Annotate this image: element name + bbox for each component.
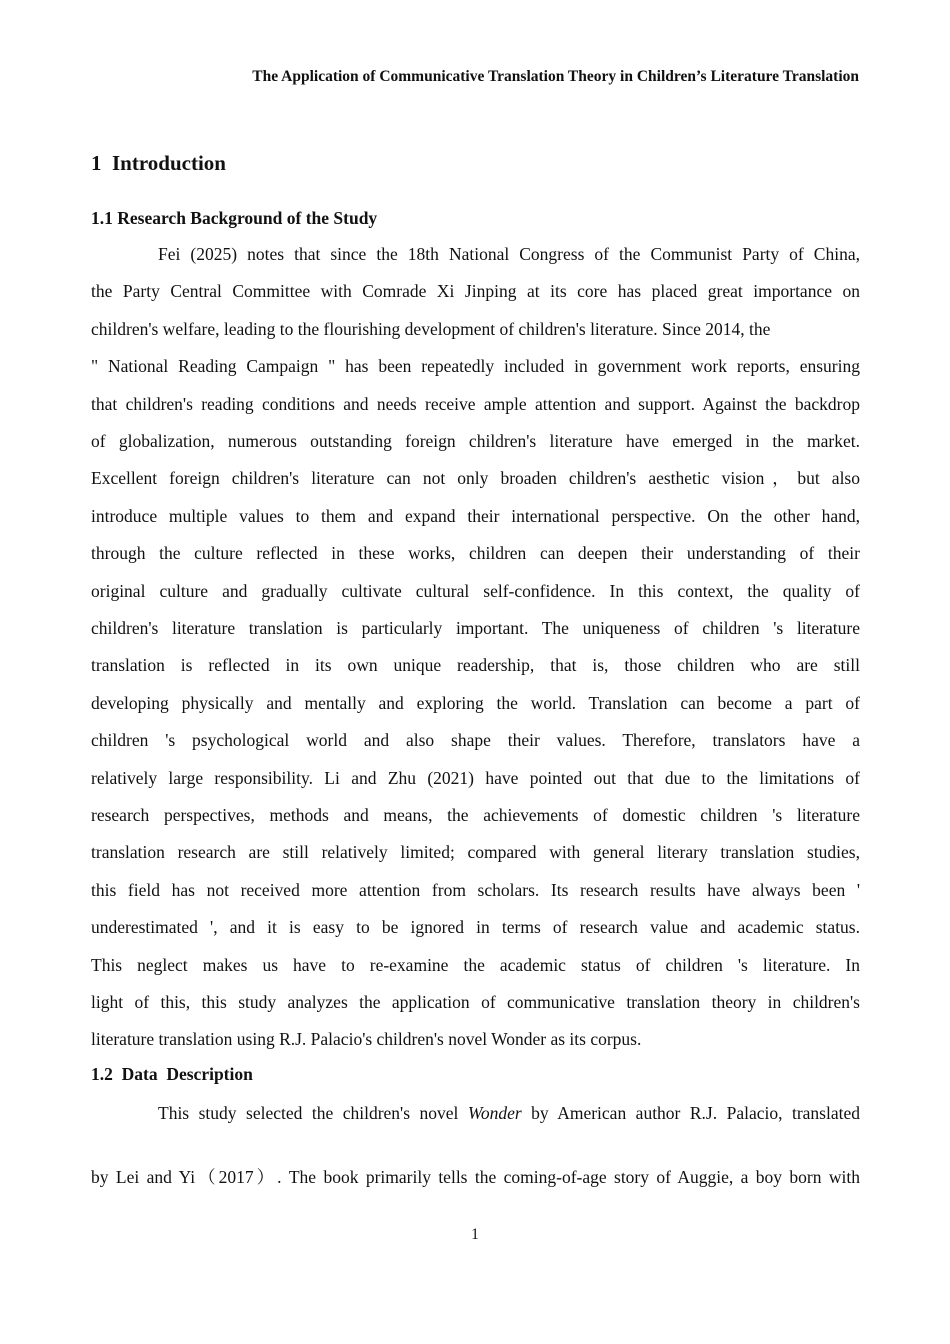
paragraph-line: original culture and gradually cultivate cultural self-confidence. In this context, the quality of	[91, 580, 860, 601]
paragraph-text: This study selected the children's novel	[158, 1103, 468, 1123]
paragraph-line: This neglect makes us have to re-examine the academic status of children 's literature. In	[91, 954, 860, 975]
paragraph-line: through the culture reflected in these works, children can deepen their understanding of their	[91, 543, 860, 564]
paragraph-line	[158, 1100, 860, 1126]
paragraph-line: translation research are still relatively limited; compared with general literary translation studies,	[91, 842, 860, 863]
book-title-italic: Wonder	[467, 1103, 522, 1123]
paragraph-line: children's literature translation is particularly important. The uniqueness of children 's literature	[91, 618, 860, 638]
paragraph-text: by American author R.J. Palacio, translated	[521, 1103, 860, 1123]
page-number: 1	[471, 1226, 479, 1243]
chapter-title: 1 Introduction	[91, 151, 226, 175]
paragraph-line: light of this, this study analyzes the application of communicative translation theory in children's	[91, 992, 860, 1012]
paragraph-line: research perspectives, methods and means, the achievements of domestic children 's literature	[91, 805, 860, 825]
paragraph-line: Fei (2025) notes that since the 18th National Congress of the Communist Party of China,	[158, 244, 860, 264]
paragraph-line: literature translation using R.J. Palacio's children's novel Wonder as its corpus.	[91, 1029, 642, 1050]
paragraph-line: children's welfare, leading to the flourishing development of children's literature. Since 2014, the	[91, 318, 771, 339]
paragraph-line: Excellent foreign children's literature can not only broaden children's aesthetic vision，but also	[91, 468, 860, 489]
paragraph-line: by Lei and Yi（2017）. The book primarily tells the coming-of-age story of Auggie, a boy born with	[91, 1167, 860, 1187]
paragraph-line: this field has not received more attention from scholars. Its research results have always been '	[91, 879, 860, 900]
running-header: The Application of Communicative Translation Theory in Children’s Literature Translation	[252, 68, 859, 85]
paragraph-line: the Party Central Committee with Comrade Xi Jinping at its core has placed great importance on	[91, 281, 860, 302]
paragraph-line: developing physically and mentally and exploring the world. Translation can become a part of	[91, 692, 860, 713]
paragraph-line: " National Reading Campaign " has been repeatedly included in government work reports, ensuring	[91, 356, 860, 377]
paragraph-line: of globalization, numerous outstanding foreign children's literature have emerged in the market.	[91, 431, 860, 451]
paragraph-line: underestimated ', and it is easy to be ignored in terms of research value and academic status.	[91, 917, 860, 938]
section-title-data-description: 1.2 Data Description	[91, 1064, 253, 1084]
paragraph-line: translation is reflected in its own unique readership, that is, those children who are still	[91, 655, 860, 676]
section-title-research-background: 1.1 Research Background of the Study	[91, 208, 378, 228]
paragraph-line: relatively large responsibility. Li and Zhu (2021) have pointed out that due to the limitations of	[91, 767, 860, 788]
paragraph-line: introduce multiple values to them and expand their international perspective. On the other hand,	[91, 505, 860, 526]
paragraph-line: that children's reading conditions and needs receive ample attention and support. Against the backdrop	[91, 393, 860, 414]
paragraph-line: children 's psychological world and also shape their values. Therefore, translators have a	[91, 730, 860, 751]
